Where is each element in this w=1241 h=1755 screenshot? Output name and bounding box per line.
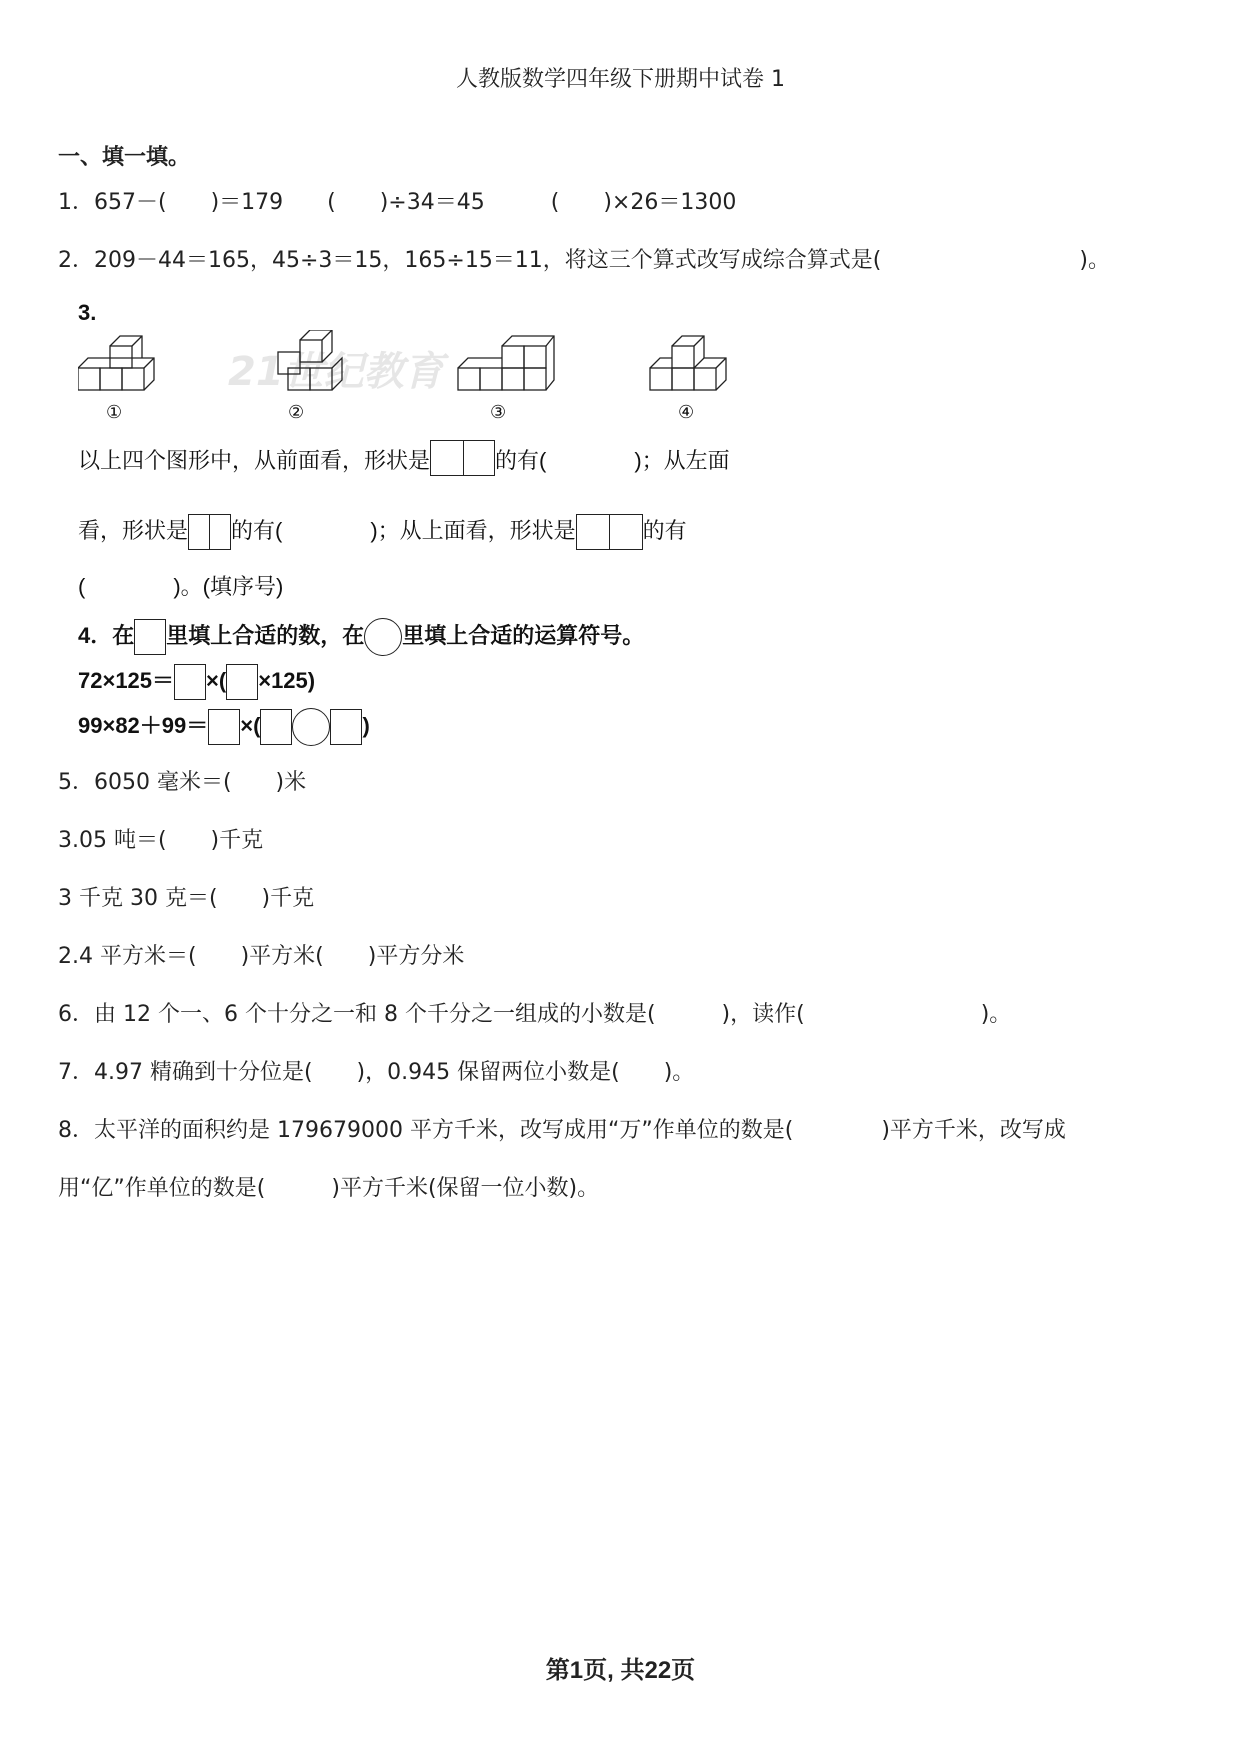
question-3-line-2: 看，形状是 的有( )；从上面看，形状是 的有 [78,514,687,550]
shape-box [576,514,610,550]
question-4-eq-1: 72×125＝ ×( ×125) [78,664,315,700]
question-5-line-1: 5．6050 毫米＝( )米 [58,770,307,795]
page-title: 人教版数学四年级下册期中试卷 1 [456,67,785,92]
question-4-line-1: 4．在 里填上合适的数，在 里填上合适的运算符号。 [78,618,644,656]
shape-box [188,514,210,550]
shape-box [464,440,495,476]
operator-circle [364,618,402,656]
question-5-line-3: 3 千克 30 克＝( )千克 [58,886,315,911]
shape-box [430,440,464,476]
figure-1 [78,336,154,390]
question-7: 7．4.97 精确到十分位是( )，0.945 保留两位小数是( )。 [58,1060,695,1085]
figure-label-1: ① [106,402,123,423]
shape-box [610,514,643,550]
answer-box [260,709,292,745]
question-8-line-1: 8．太平洋的面积约是 179679000 平方千米，改写成用“万”作单位的数是( )平方千米，改写成 [58,1118,1066,1143]
question-5-line-2: 3.05 吨＝( )千克 [58,828,264,853]
question-2: 2．209－44＝165，45÷3＝15，165÷15＝11，将这三个算式改写成综合算式是( )。 [58,248,1110,273]
figure-3 [458,336,554,390]
answer-box [208,709,240,745]
question-3-4-figure [78,300,838,820]
question-8-line-2: 用“亿”作单位的数是( )平方千米(保留一位小数)。 [58,1176,600,1201]
question-3-line-3: ( )。(填序号) [78,574,284,599]
answer-box [134,619,166,655]
watermark: 21世纪教育 [228,349,444,395]
question-1: 1．657－( )＝179 ( )÷34＝45 ( )×26＝1300 [58,190,737,215]
figure-label-3: ③ [490,402,507,423]
question-3-number: 3. [78,300,97,325]
question-3-line-1: 以上四个图形中，从前面看，形状是 的有( )；从左面 [78,440,730,484]
section-heading: 一、填一填。 [58,145,191,170]
figure-2 [278,330,342,390]
figure-label-2: ② [288,402,305,423]
operator-circle [292,708,330,746]
answer-box [174,664,206,700]
question-6: 6．由 12 个一、6 个十分之一和 8 个千分之一组成的小数是( )，读作( )。 [58,1002,1012,1027]
page-footer: 第1页, 共22页 [545,1657,696,1684]
question-4-eq-2: 99×82＋99＝ ×( ) [78,708,370,746]
shape-box [210,514,231,550]
figure-4 [650,336,726,390]
figure-label-4: ④ [678,402,695,423]
answer-box [226,664,258,700]
cube-figures [78,330,778,400]
question-5-line-4: 2.4 平方米＝( )平方米( )平方分米 [58,944,465,969]
answer-box [330,709,362,745]
